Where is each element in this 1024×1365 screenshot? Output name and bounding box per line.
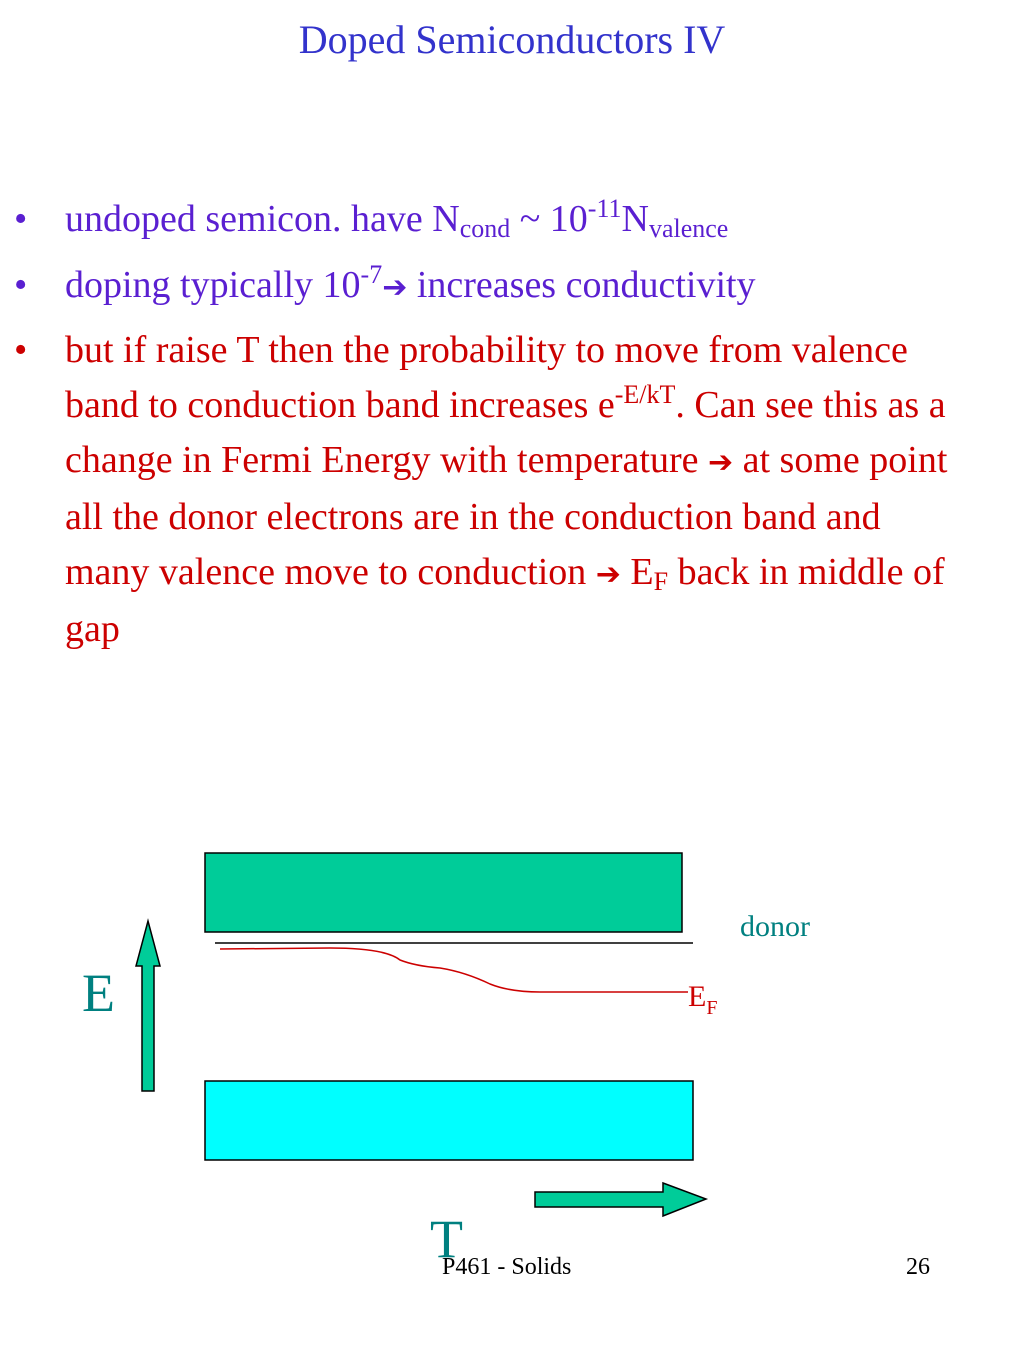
bullet-marker: • <box>14 264 28 306</box>
arrow-right-icon: ➔ <box>382 270 408 305</box>
arrow-up-icon <box>136 921 160 1091</box>
bullet-marker: • <box>14 329 28 371</box>
arrow-right-icon: ➔ <box>707 445 734 480</box>
bullet-marker: • <box>14 198 28 240</box>
bullet-segment: at some point all the donor electrons are in the conduction band and many valence move to conduction <box>65 439 948 593</box>
fermi-energy-subscript: F <box>706 997 718 1019</box>
bullet-segment: E <box>620 551 654 593</box>
bullet-segment: increases conductivity <box>407 264 756 306</box>
subscript-fermi: F <box>653 567 669 596</box>
page-number: 26 <box>906 1254 930 1280</box>
bullet-segment: ~ 10 <box>510 198 588 240</box>
donor-label: donor <box>740 910 810 943</box>
superscript-exponent: -E/kT <box>614 380 676 409</box>
subscript-cond: cond <box>459 214 511 243</box>
valence-band <box>205 1081 693 1160</box>
bullet-segment: doping typically 10 <box>65 264 361 306</box>
arrow-right-icon <box>535 1183 706 1216</box>
temperature-axis-label: T <box>430 1209 463 1269</box>
fermi-level-curve <box>220 948 688 992</box>
energy-axis-label: E <box>82 963 115 1023</box>
footer-course: P461 - Solids <box>442 1254 572 1280</box>
arrow-right-icon: ➔ <box>595 557 621 592</box>
bullet-segment: but if raise T then the probability to move from valence band to conduction band increases e <box>65 329 908 426</box>
conduction-band <box>205 853 682 932</box>
bullet-segment: undoped semicon. have N <box>65 198 460 240</box>
bullet-segment: N <box>621 198 649 240</box>
bullet-segment: . Can see this as a change in Fermi Energy with temperature <box>65 384 946 481</box>
slide-title: Doped Semiconductors IV <box>298 17 726 62</box>
bullet-segment: back in middle of gap <box>65 551 945 650</box>
fermi-energy-symbol: E <box>688 980 707 1013</box>
superscript-exponent: -7 <box>360 260 383 289</box>
superscript-exponent: -11 <box>587 194 622 223</box>
fermi-energy-label <box>688 980 718 1019</box>
subscript-valence: valence <box>648 214 729 243</box>
